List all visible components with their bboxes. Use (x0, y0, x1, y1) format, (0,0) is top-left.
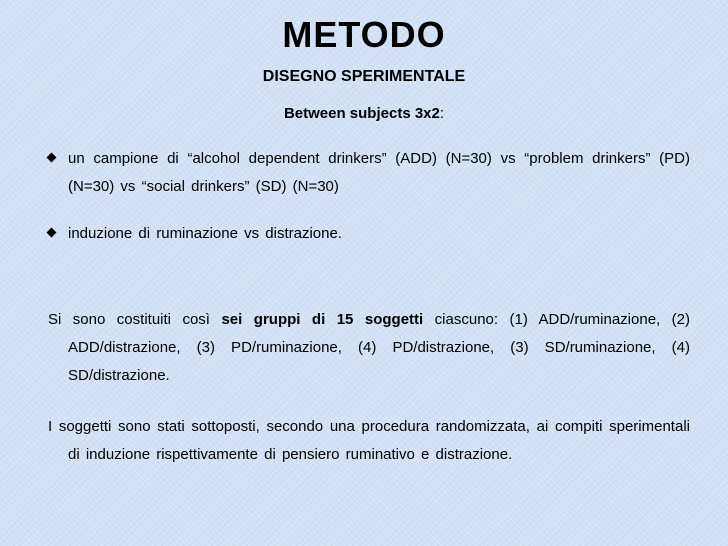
slide-subtitle: DISEGNO SPERIMENTALE (262, 68, 466, 85)
paragraph-groups (48, 306, 690, 390)
paragraph-procedure: I soggetti sono stati sottoposti, secondo una procedura randomizzata, ai compiti sperimentali di induzione rispettivamente di pensiero ruminativo e distrazione. (48, 418, 690, 463)
design-line (0, 105, 728, 122)
paragraph-groups-bold: sei gruppi di 15 soggetti (221, 311, 424, 328)
design-colon: : (439, 105, 445, 122)
bullet-diamond-icon (47, 228, 57, 238)
slide-title: METODO (282, 14, 446, 55)
bullet-text-induction: induzione di ruminazione vs distrazione. (68, 225, 342, 242)
bullet-diamond-icon (47, 153, 57, 163)
bullet-item-sample (48, 145, 690, 201)
design-type: Between subjects 3x2 (283, 105, 440, 122)
paragraph-groups-end: ciascuno: (1) ADD/ruminazione, (2) ADD/distrazione, (3) PD/ruminazione, (4) PD/distrazione, (3) SD/ruminazione, (4) SD/distrazione. (68, 311, 691, 384)
paragraph-groups-start: Si sono costituiti così (48, 311, 222, 328)
bullet-text-sample: un campione di “alcohol dependent drinkers” (ADD) (N=30) vs “problem drinkers” (PD) (N=30) vs “social drinkers” (SD) (N=30) (68, 150, 690, 195)
bullet-item-induction (48, 220, 690, 248)
